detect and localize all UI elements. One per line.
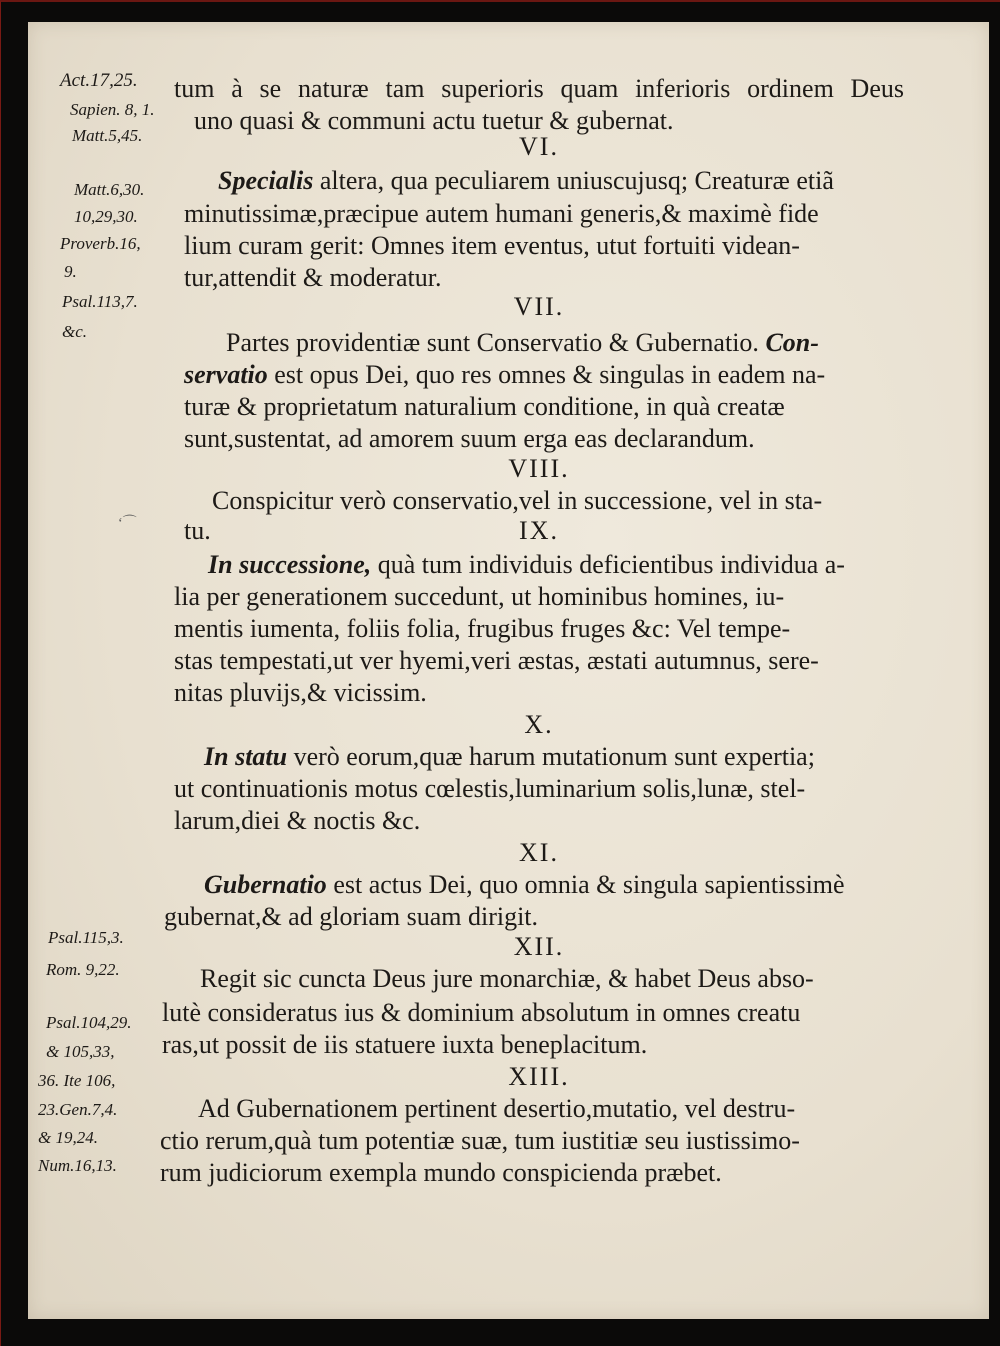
stray-mark: ‘⌒	[118, 516, 137, 531]
text-line	[184, 358, 825, 391]
text-line: stas tempestati,ut ver hyemi,veri æstas, æstati autumnus, sere-	[174, 646, 819, 675]
margin-note: Num.16,13.	[38, 1156, 117, 1175]
italic-term: Gubernatio	[204, 870, 327, 899]
italic-term: In statu	[204, 742, 288, 771]
text-line: lium curam gerit: Omnes item eventus, utut fortuiti videan-	[184, 231, 800, 260]
text-span: est actus Dei, quo omnia & singula sapientissimè	[333, 870, 845, 899]
section-heading: X.	[524, 710, 554, 739]
text-line: lutè consideratus ius & dominium absolutum in omnes creatu	[162, 998, 801, 1027]
margin-note: 10,29,30.	[74, 207, 138, 226]
margin-note: Sapien. 8, 1.	[70, 100, 155, 119]
margin-note: Proverb.16,	[60, 234, 141, 253]
main-text	[160, 0, 904, 1346]
text-line	[208, 548, 845, 581]
text-line: gubernat,& ad gloriam suam dirigit.	[164, 902, 539, 931]
margin-note: & 19,24.	[38, 1128, 98, 1147]
section-heading: VI.	[519, 132, 559, 161]
text-line	[204, 868, 845, 901]
margin-note: Act.17,25.	[60, 70, 138, 91]
section-heading: XIII.	[508, 1062, 570, 1091]
section-heading: XII.	[513, 932, 565, 961]
text-line: Regit sic cuncta Deus jure monarchiæ, & habet Deus abso-	[200, 964, 814, 993]
text-line: uno quasi & communi actu tuetur & gubernat.	[194, 106, 674, 135]
section-heading: XI.	[519, 838, 559, 867]
italic-term: Con-	[765, 328, 819, 357]
section-heading: IX.	[519, 516, 559, 545]
text-span: Partes providentiæ sunt Conservatio & Gubernatio.	[226, 328, 759, 357]
italic-term: In successione,	[208, 550, 372, 579]
margin-note: Psal.113,7.	[62, 292, 138, 311]
margin-note: Rom. 9,22.	[46, 960, 120, 979]
text-line: tur,attendit & moderatur.	[184, 263, 442, 292]
section-heading: VII.	[513, 292, 565, 321]
italic-term: Specialis	[218, 166, 314, 195]
text-span: altera, qua peculiarem uniuscujusq; Creaturæ etiã	[319, 166, 834, 195]
margin-note: & 105,33,	[46, 1042, 115, 1061]
text-line: ut continuationis motus cœlestis,luminarium solis,lunæ, stel-	[174, 774, 806, 803]
margin-note: Psal.115,3.	[48, 928, 124, 947]
text-line: lia per generationem succedunt, ut hominibus homines, iu-	[174, 582, 785, 611]
text-span: verò eorum,quæ harum mutationum sunt expertia;	[293, 742, 815, 771]
text-line	[218, 164, 834, 197]
text-line: minutissimæ,præcipue autem humani generis,& maximè fide	[184, 199, 819, 228]
text-line: tum à se naturæ tam superioris quam inferioris ordinem Deus	[174, 74, 904, 103]
text-line: ctio rerum,quà tum potentiæ suæ, tum iustitiæ seu iustissimo-	[160, 1126, 800, 1155]
text-line: Conspicitur verò conservatio,vel in successione, vel in sta-	[212, 486, 823, 515]
section-heading: VIII.	[508, 454, 570, 483]
text-line: larum,diei & noctis &c.	[174, 806, 421, 835]
text-line: Ad Gubernationem pertinent desertio,mutatio, vel destru-	[198, 1094, 796, 1123]
text-line: tu.	[184, 516, 211, 545]
text-line	[204, 740, 815, 773]
text-line: ras,ut possit de iis statuere iuxta beneplacitum.	[162, 1030, 648, 1059]
text-line: sunt,sustentat, ad amorem suum erga eas declarandum.	[184, 424, 755, 453]
margin-note: &c.	[62, 322, 88, 341]
margin-note: 36. Ite 106,	[38, 1071, 116, 1090]
margin-note: 9.	[64, 262, 77, 281]
margin-note: Matt.6,30.	[74, 180, 145, 199]
margin-note: Psal.104,29.	[46, 1013, 132, 1032]
text-line: rum judiciorum exempla mundo conspicienda præbet.	[160, 1158, 722, 1187]
text-span: quà tum individuis deficientibus individua a-	[377, 550, 845, 579]
italic-term: servatio	[184, 360, 268, 389]
text-span: est opus Dei, quo res omnes & singulas in eadem na-	[274, 360, 826, 389]
margin-note: 23.Gen.7,4.	[38, 1100, 118, 1119]
text-line: turæ & proprietatum naturalium conditione, in quà creatæ	[184, 392, 785, 421]
text-line	[226, 326, 819, 359]
text-line: mentis iumenta, foliis folia, frugibus fruges &c: Vel tempe-	[174, 614, 791, 643]
margin-note: Matt.5,45.	[72, 126, 143, 145]
text-line: nitas pluvijs,& vicissim.	[174, 678, 427, 707]
